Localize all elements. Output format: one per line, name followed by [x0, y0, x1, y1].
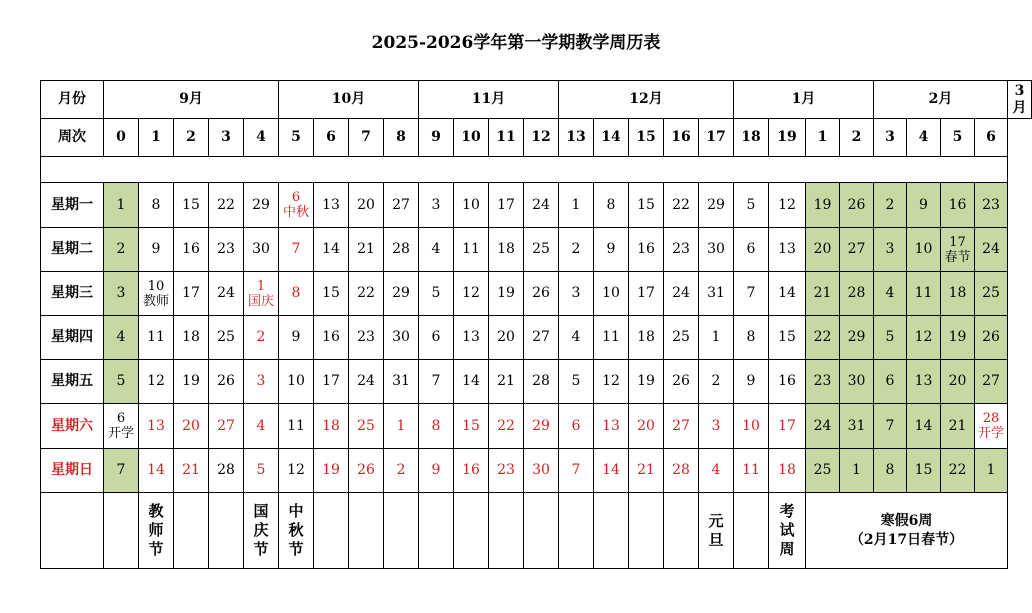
week-number: 16	[664, 119, 699, 157]
date-cell: 1	[699, 316, 734, 360]
date-cell: 11	[734, 449, 769, 493]
date-cell: 17	[769, 404, 806, 449]
date-cell: 28	[384, 228, 419, 272]
date-cell: 15	[174, 183, 209, 228]
date-cell: 29	[524, 404, 559, 449]
date-cell: 3	[699, 404, 734, 449]
date-cell: 2	[559, 228, 594, 272]
date-cell: 4	[699, 449, 734, 493]
date-cell: 22	[806, 316, 840, 360]
date-cell: 16	[314, 316, 349, 360]
date-cell: 18	[941, 272, 975, 316]
date-cell: 23	[806, 360, 840, 404]
date-cell: 21	[629, 449, 664, 493]
date-cell: 17	[489, 183, 524, 228]
week-number: 6	[975, 119, 1008, 157]
date-cell: 11	[139, 316, 174, 360]
date-cell: 26	[524, 272, 559, 316]
week-number: 5	[279, 119, 314, 157]
date-cell: 23	[349, 316, 384, 360]
notes-label-cell	[41, 493, 104, 569]
date-cell: 6	[874, 360, 907, 404]
date-cell: 19	[629, 360, 664, 404]
date-cell: 11	[594, 316, 629, 360]
date-cell: 21	[174, 449, 209, 493]
week-number: 4	[907, 119, 941, 157]
date-cell: 2	[874, 183, 907, 228]
date-cell: 24	[975, 228, 1008, 272]
date-cell: 5	[104, 360, 139, 404]
date-cell: 4	[874, 272, 907, 316]
note-cell	[524, 493, 559, 569]
week-number: 14	[594, 119, 629, 157]
mid-autumn-label: 中秋节	[288, 502, 304, 558]
date-cell: 14	[139, 449, 174, 493]
date-cell	[244, 272, 279, 316]
date-cell: 28	[524, 360, 559, 404]
date-cell: 24	[209, 272, 244, 316]
day-label: 星期一	[41, 183, 104, 228]
week-number: 4	[244, 119, 279, 157]
date-cell: 12	[769, 183, 806, 228]
date-cell: 20	[349, 183, 384, 228]
date-cell: 26	[349, 449, 384, 493]
date-cell: 11	[907, 272, 941, 316]
date-cell: 17	[174, 272, 209, 316]
date-cell	[139, 272, 174, 316]
date-cell: 7	[559, 449, 594, 493]
date-cell: 1	[104, 183, 139, 228]
date-cell: 23	[975, 183, 1008, 228]
date-cell: 12	[594, 360, 629, 404]
date-cell: 25	[349, 404, 384, 449]
date-cell: 8	[734, 316, 769, 360]
note-cell	[384, 493, 419, 569]
week-number: 15	[629, 119, 664, 157]
date-value: 28	[982, 411, 1000, 426]
date-cell: 1	[840, 449, 874, 493]
month-header: 月份	[41, 81, 104, 119]
date-cell: 25	[806, 449, 840, 493]
date-cell: 5	[244, 449, 279, 493]
date-cell: 14	[907, 404, 941, 449]
date-cell: 5	[419, 272, 454, 316]
week-number: 10	[454, 119, 489, 157]
date-cell: 21	[489, 360, 524, 404]
date-cell: 4	[419, 228, 454, 272]
date-cell: 20	[941, 360, 975, 404]
winter-vacation-title: 寒假6周	[880, 512, 933, 529]
date-cell	[279, 183, 314, 228]
date-cell: 27	[664, 404, 699, 449]
date-cell: 10	[454, 183, 489, 228]
date-cell: 27	[840, 228, 874, 272]
teachers-day-label: 教师节	[148, 502, 164, 558]
exam-week-label: 考试周	[779, 502, 795, 558]
note-cell	[139, 493, 174, 569]
date-cell: 5	[734, 183, 769, 228]
month-cell: 12月	[559, 81, 734, 119]
date-cell: 27	[975, 360, 1008, 404]
date-value: 1	[256, 278, 266, 294]
date-cell: 17	[314, 360, 349, 404]
date-cell: 7	[734, 272, 769, 316]
date-cell: 16	[941, 183, 975, 228]
date-cell	[975, 404, 1008, 449]
winter-vacation-cell	[806, 493, 1008, 569]
date-cell: 15	[907, 449, 941, 493]
date-cell: 28	[209, 449, 244, 493]
month-cell: 9月	[104, 81, 279, 119]
date-cell: 4	[559, 316, 594, 360]
date-cell: 30	[699, 228, 734, 272]
week-number: 7	[349, 119, 384, 157]
week-number: 8	[384, 119, 419, 157]
date-cell: 1	[559, 183, 594, 228]
date-cell: 19	[314, 449, 349, 493]
date-cell: 19	[489, 272, 524, 316]
date-cell: 30	[244, 228, 279, 272]
date-cell: 16	[629, 228, 664, 272]
date-cell: 24	[349, 360, 384, 404]
date-cell: 5	[559, 360, 594, 404]
national-day-label: 国庆节	[253, 502, 269, 558]
date-cell: 14	[594, 449, 629, 493]
date-cell: 28	[664, 449, 699, 493]
spring-festival-note: 春节	[944, 249, 971, 265]
week-number: 3	[874, 119, 907, 157]
day-label: 星期二	[41, 228, 104, 272]
date-cell: 24	[806, 404, 840, 449]
note-cell	[629, 493, 664, 569]
date-cell: 20	[489, 316, 524, 360]
date-cell: 29	[699, 183, 734, 228]
date-cell: 23	[664, 228, 699, 272]
note-cell	[454, 493, 489, 569]
date-cell: 8	[419, 404, 454, 449]
date-cell: 18	[769, 449, 806, 493]
date-cell: 13	[314, 183, 349, 228]
note-cell	[489, 493, 524, 569]
date-cell: 16	[454, 449, 489, 493]
date-cell: 24	[524, 183, 559, 228]
date-cell: 28	[840, 272, 874, 316]
date-cell: 8	[594, 183, 629, 228]
week-number: 1	[139, 119, 174, 157]
date-cell: 31	[384, 360, 419, 404]
school-start-note: 开学	[107, 426, 134, 441]
calendar-table	[40, 80, 1032, 569]
date-cell: 24	[664, 272, 699, 316]
date-cell: 29	[384, 272, 419, 316]
note-cell	[279, 493, 314, 569]
date-cell: 19	[806, 183, 840, 228]
date-cell: 26	[840, 183, 874, 228]
mid-autumn-note: 中秋	[282, 205, 309, 220]
date-cell: 10	[279, 360, 314, 404]
date-cell: 29	[244, 183, 279, 228]
date-cell: 30	[384, 316, 419, 360]
date-cell	[941, 228, 975, 272]
week-number: 1	[806, 119, 840, 157]
note-cell	[174, 493, 209, 569]
date-cell: 9	[139, 228, 174, 272]
date-cell: 27	[384, 183, 419, 228]
date-cell: 26	[209, 360, 244, 404]
week-number: 19	[769, 119, 806, 157]
week-number: 2	[174, 119, 209, 157]
date-cell: 6	[734, 228, 769, 272]
week-number: 2	[840, 119, 874, 157]
date-cell: 10	[734, 404, 769, 449]
date-cell: 30	[524, 449, 559, 493]
page-title: 2025-2026学年第一学期教学周历表	[371, 33, 661, 53]
date-value: 17	[949, 234, 966, 250]
date-cell: 9	[419, 449, 454, 493]
date-cell: 8	[279, 272, 314, 316]
date-cell: 13	[594, 404, 629, 449]
date-cell: 3	[559, 272, 594, 316]
date-cell: 25	[524, 228, 559, 272]
national-day-note: 国庆	[247, 293, 274, 309]
date-cell: 1	[975, 449, 1008, 493]
date-cell: 14	[454, 360, 489, 404]
week-number: 9	[419, 119, 454, 157]
date-cell: 31	[840, 404, 874, 449]
date-cell: 12	[454, 272, 489, 316]
date-cell: 20	[806, 228, 840, 272]
note-cell	[699, 493, 734, 569]
date-cell: 7	[279, 228, 314, 272]
note-cell	[104, 493, 139, 569]
spacer-row	[41, 157, 1008, 183]
date-cell: 7	[104, 449, 139, 493]
date-cell: 27	[524, 316, 559, 360]
date-cell: 22	[664, 183, 699, 228]
date-cell: 9	[279, 316, 314, 360]
date-cell: 9	[594, 228, 629, 272]
date-cell: 29	[840, 316, 874, 360]
date-cell: 8	[874, 449, 907, 493]
date-cell: 12	[907, 316, 941, 360]
date-cell	[104, 404, 139, 449]
date-cell: 18	[629, 316, 664, 360]
day-label: 星期三	[41, 272, 104, 316]
note-cell	[419, 493, 454, 569]
date-cell: 2	[104, 228, 139, 272]
date-cell: 16	[769, 360, 806, 404]
date-cell: 15	[769, 316, 806, 360]
week-number: 5	[941, 119, 975, 157]
date-cell: 21	[349, 228, 384, 272]
date-cell: 13	[454, 316, 489, 360]
date-cell: 8	[139, 183, 174, 228]
month-cell: 3月	[1008, 81, 1032, 119]
note-cell	[314, 493, 349, 569]
date-cell: 22	[349, 272, 384, 316]
date-value: 6	[116, 411, 126, 426]
date-cell: 26	[664, 360, 699, 404]
date-cell: 21	[941, 404, 975, 449]
date-cell: 22	[209, 183, 244, 228]
date-value: 6	[291, 190, 301, 205]
date-cell: 3	[104, 272, 139, 316]
date-cell: 18	[174, 316, 209, 360]
date-cell: 2	[244, 316, 279, 360]
date-cell: 13	[907, 360, 941, 404]
note-cell	[209, 493, 244, 569]
note-cell	[734, 493, 769, 569]
day-label: 星期五	[41, 360, 104, 404]
date-cell: 13	[139, 404, 174, 449]
week-number: 12	[524, 119, 559, 157]
date-cell: 11	[279, 404, 314, 449]
week-number: 11	[489, 119, 524, 157]
date-cell: 31	[699, 272, 734, 316]
date-cell: 18	[314, 404, 349, 449]
week-header: 周次	[41, 119, 104, 157]
date-cell: 23	[489, 449, 524, 493]
date-cell: 18	[489, 228, 524, 272]
date-cell: 12	[279, 449, 314, 493]
date-cell: 27	[209, 404, 244, 449]
week-number: 18	[734, 119, 769, 157]
date-cell: 7	[874, 404, 907, 449]
month-cell: 2月	[874, 81, 1008, 119]
date-cell: 6	[559, 404, 594, 449]
date-value: 10	[147, 278, 165, 294]
date-cell: 19	[941, 316, 975, 360]
date-cell: 10	[907, 228, 941, 272]
month-cell: 10月	[279, 81, 419, 119]
date-cell: 9	[734, 360, 769, 404]
note-cell	[664, 493, 699, 569]
date-cell: 2	[384, 449, 419, 493]
note-cell	[559, 493, 594, 569]
date-cell: 23	[209, 228, 244, 272]
note-cell	[244, 493, 279, 569]
date-cell: 14	[314, 228, 349, 272]
date-cell: 7	[419, 360, 454, 404]
day-label: 星期四	[41, 316, 104, 360]
date-cell: 2	[699, 360, 734, 404]
date-cell: 4	[244, 404, 279, 449]
school-start-note: 开学	[977, 426, 1004, 441]
date-cell: 3	[244, 360, 279, 404]
date-cell: 12	[139, 360, 174, 404]
date-cell: 6	[419, 316, 454, 360]
week-number: 3	[209, 119, 244, 157]
date-cell: 11	[454, 228, 489, 272]
date-cell: 26	[975, 316, 1008, 360]
date-cell: 3	[874, 228, 907, 272]
note-cell	[594, 493, 629, 569]
teachers-day-note: 教师	[142, 293, 169, 309]
date-cell: 9	[907, 183, 941, 228]
date-cell: 21	[806, 272, 840, 316]
date-cell: 16	[174, 228, 209, 272]
month-cell: 11月	[419, 81, 559, 119]
note-cell	[769, 493, 806, 569]
date-cell: 25	[975, 272, 1008, 316]
date-cell: 22	[941, 449, 975, 493]
winter-vacation-note: （2月17日春节）	[849, 531, 964, 548]
day-label: 星期六	[41, 404, 104, 449]
date-cell: 15	[314, 272, 349, 316]
week-number: 17	[699, 119, 734, 157]
date-cell: 20	[629, 404, 664, 449]
date-cell: 15	[629, 183, 664, 228]
week-number: 0	[104, 119, 139, 157]
date-cell: 17	[629, 272, 664, 316]
date-cell: 20	[174, 404, 209, 449]
date-cell: 19	[174, 360, 209, 404]
date-cell: 25	[209, 316, 244, 360]
date-cell: 4	[104, 316, 139, 360]
month-cell: 1月	[734, 81, 874, 119]
date-cell: 14	[769, 272, 806, 316]
date-cell: 22	[489, 404, 524, 449]
date-cell: 25	[664, 316, 699, 360]
date-cell: 1	[384, 404, 419, 449]
week-number: 13	[559, 119, 594, 157]
date-cell: 15	[454, 404, 489, 449]
date-cell: 10	[594, 272, 629, 316]
week-number: 6	[314, 119, 349, 157]
date-cell: 30	[840, 360, 874, 404]
note-cell	[349, 493, 384, 569]
new-year-label: 元旦	[708, 511, 724, 549]
date-cell: 13	[769, 228, 806, 272]
date-cell: 5	[874, 316, 907, 360]
date-cell: 3	[419, 183, 454, 228]
day-label: 星期日	[41, 449, 104, 493]
